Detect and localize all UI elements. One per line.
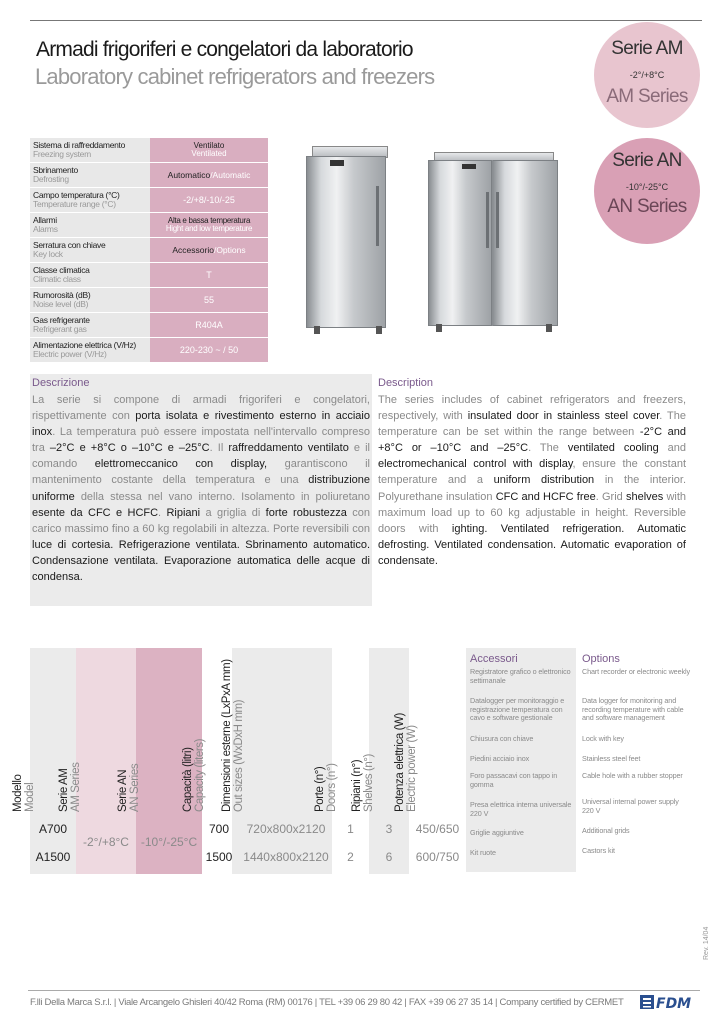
accessory-item: Datalogger per monitoraggio e registrazione temperatura con cavo e software gestionale [470, 696, 565, 723]
spec-label: Gas refrigerante [33, 315, 90, 325]
col-header-size-it: Dimensioni esterne (LxPxA mm) [221, 659, 233, 812]
spec-row [30, 188, 268, 212]
spec-label: Alimentazione elettrica (V/Hz) [33, 340, 136, 350]
spec-label-en: Alarms [33, 224, 58, 234]
description-run: uniform distribution [493, 474, 595, 487]
spec-row [30, 163, 268, 187]
fridge-single-door-image [306, 146, 392, 334]
description-run: CFC and HCFC free [495, 490, 596, 503]
description-run: . La temperatura può essere impostata nell'intervallo compreso tra [32, 426, 370, 455]
cell-capacity: 700 [208, 822, 230, 836]
col-header-doors-it: Porte (n°) [314, 766, 326, 812]
accessory-item: Registratore grafico o elettronico settimanale [470, 667, 571, 685]
cell-power: 600/750 [415, 850, 460, 864]
size-column-bg [232, 648, 332, 874]
col-header-size-en: Out sizes (WxDxH mm) [233, 699, 245, 812]
spec-row [30, 338, 268, 362]
spec-value: Automatico [167, 169, 211, 180]
spec-value: -2/+8/-10/-25 [183, 194, 235, 205]
page-subtitle: Laboratory cabinet refrigerators and freezers [35, 64, 435, 89]
description-run: . Il [209, 442, 229, 455]
col-header-power-it: Potenza elettrica (W) [394, 713, 406, 812]
description-run: a griglia di [200, 506, 266, 519]
description-run: . The [528, 442, 568, 455]
spec-label: Campo temperatura (°C) [33, 190, 120, 200]
description-heading-en: Description [378, 377, 434, 389]
description-run: della stessa nel vano interno. Isolamento in poliuretano [74, 490, 370, 503]
description-run: distribuzione uniforme [32, 474, 370, 503]
spec-row [30, 138, 268, 162]
spec-value: Ventilato [193, 141, 225, 150]
series-an-badge [594, 138, 700, 244]
spec-label-en: Freezing system [33, 149, 91, 159]
description-run: raffreddamento ventilato [228, 442, 349, 455]
fdm-logo-text: FDM [656, 996, 692, 1012]
description-run: . [158, 506, 167, 519]
col-header-model-en: Model [24, 782, 36, 812]
description-run: in the interior. Polyurethane insulation [378, 474, 687, 503]
spec-label-en: Refrigerant gas [33, 324, 87, 334]
description-heading-it: Descrizione [32, 377, 90, 389]
accessories-heading: Accessori [470, 653, 518, 665]
series-an-temp: -10°/-25°C [625, 182, 669, 192]
description-run: . Grid [595, 490, 626, 503]
description-run: with maximum load up to 60 kg adjustable in height. Reversible doors with [378, 490, 687, 535]
cell-model: A1500 [35, 850, 71, 864]
description-run: -2°C and +8°C or –10°C and –25°C [378, 426, 686, 455]
description-run: ighting. Ventilated refrigeration. Automatic defrosting. Ventilated condensation. Automatic evaporation of condensate. [378, 522, 686, 567]
col-header-doors-en: Doors (n°) [326, 763, 338, 812]
cell-doors: 1 [347, 822, 354, 836]
option-item: Lock with key [582, 734, 624, 743]
option-item: Stainless steel feet [582, 754, 641, 763]
page-title: Armadi frigoriferi e congelatori da laboratorio [36, 38, 413, 61]
option-item: Cable hole with a rubber stopper [582, 771, 683, 780]
spec-value-en: /Options [213, 244, 246, 255]
accessory-item: Foro passacavi con tappo in gomma [470, 771, 558, 789]
description-run: The series includes of cabinet refrigerators and freezers, respectively, with [378, 394, 686, 423]
spec-row [30, 238, 268, 262]
option-item: Additional grids [582, 826, 630, 835]
description-run: porta isolata e rivestimento esterno in acciaio inox [32, 410, 370, 439]
cell-model: A700 [38, 822, 68, 836]
col-header-power-en: Electric power (W) [406, 725, 418, 812]
description-run: ventilated cooling [567, 442, 659, 455]
spec-value-en: Hight and low temperature [165, 224, 253, 233]
spec-label: Allarmi [33, 215, 57, 225]
cell-capacity: 1500 [205, 850, 233, 864]
spec-value: 220-230 ~ / 50 [179, 344, 239, 355]
accessory-item: Griglie aggiuntive [470, 828, 524, 837]
top-rule [30, 20, 702, 21]
spec-label-en: Climatic class [33, 274, 81, 284]
options-heading: Options [582, 653, 620, 665]
cell-size: 1440x800x2120 [243, 850, 329, 864]
description-run: con carico massimo fino a 60 kg regolabili in altezza. Porte reversibili con [32, 506, 370, 535]
series-am-name-en: AM Series [606, 86, 688, 107]
description-run: La serie si compone di armadi frigoriferi e congelatori, rispettivamente con [32, 394, 370, 423]
col-header-an-en: AN Series [129, 763, 141, 812]
cell-doors: 2 [347, 850, 354, 864]
col-header-am-it: Serie AM [58, 768, 70, 812]
spec-label-en: Temperature range (°C) [33, 199, 116, 209]
spec-value: T [206, 269, 212, 280]
option-item: Chart recorder or electronic weekly [582, 667, 690, 676]
model-column-bg [30, 648, 76, 874]
spec-value-en: /Automatic [210, 169, 251, 180]
col-header-an-it: Serie AN [117, 769, 129, 812]
spec-row [30, 288, 268, 312]
description-run: . The temperature can be set within the range between [378, 410, 686, 439]
cell-shelves: 3 [385, 822, 393, 836]
spec-row [30, 213, 268, 237]
spec-value-en: Ventilated [191, 149, 227, 158]
series-am-temp: -2°/+8°C [629, 70, 665, 80]
spec-label-en: Electric power (V/Hz) [33, 349, 107, 359]
fridge-double-door-image [428, 152, 560, 334]
spec-row [30, 263, 268, 287]
description-run: e il comando [32, 442, 370, 471]
fdm-logo [640, 993, 702, 1013]
spec-label: Rumorosità (dB) [33, 290, 91, 300]
revision-label: Rev. 14/04 [703, 926, 710, 960]
col-header-capacity-en: Capacity (liters) [194, 738, 206, 812]
spec-value: Accessorio [172, 244, 214, 255]
option-item: Castors kit [582, 846, 615, 855]
spec-label: Serratura con chiave [33, 240, 106, 250]
option-item: Data logger for monitoring and recording temperature with cable and software management [582, 696, 684, 723]
description-run: luce di cortesia. Refrigerazione ventilata. Sbrinamento automatico. Condensazione ventilata. Evaporazione automatica delle acque di condensa. [32, 538, 370, 584]
spec-label-en: Noise level (dB) [33, 299, 89, 309]
series-am-name: Serie AM [611, 38, 683, 59]
description-run: garantiscono il mantenimento costante della temperatura e una [32, 458, 370, 487]
spec-label-en: Key lock [33, 249, 63, 259]
description-run: elettromeccanico con display, [94, 458, 268, 471]
description-run: Ripiani [166, 506, 201, 519]
option-item: Universal internal power supply 220 V [582, 797, 679, 815]
series-an-name-en: AN Series [607, 196, 687, 217]
footer-text: F.lli Della Marca S.r.l. | Viale Arcangelo Ghisleri 40/42 Roma (RM) 00176 | TEL +39 06 29 80 42 | FAX +39 06 27 35 14 | Company certified by CERMET [30, 997, 624, 1008]
cell-shelves: 6 [385, 850, 393, 864]
description-text-en [378, 392, 686, 569]
description-run: electromechanical control with display [378, 458, 573, 471]
footer-rule [28, 990, 700, 991]
col-header-capacity-it: Capacità (litri) [182, 747, 194, 812]
description-text-it [32, 392, 370, 585]
col-header-am-en: AM Series [70, 762, 82, 812]
accessory-item: Presa elettrica interna universale 220 V [470, 800, 572, 818]
spec-label: Sistema di raffreddamento [33, 140, 126, 150]
accessory-item: Chiusura con chiave [470, 734, 534, 743]
col-header-shelves-it: Ripiani (n°) [351, 759, 363, 812]
description-run: forte robustezza [265, 506, 347, 519]
description-run: esente da CFC e HCFC [32, 506, 159, 519]
description-run: –2°C e +8°C o –10°C e –25°C [49, 442, 210, 455]
spec-value: R404A [195, 319, 223, 330]
spec-label: Sbrinamento [33, 165, 78, 175]
spec-label: Classe climatica [33, 265, 90, 275]
cell-am-range: -2°/+8°C [83, 835, 129, 849]
spec-value: Alta e bassa temperatura [167, 216, 251, 225]
accessory-item: Kit ruote [470, 848, 496, 857]
spec-value: 55 [203, 294, 214, 305]
accessory-item: Piedini acciaio inox [470, 754, 530, 763]
spec-label-en: Defrosting [33, 174, 69, 184]
series-an-name: Serie AN [612, 150, 682, 171]
col-header-shelves-en: Shelves (n°) [363, 754, 375, 812]
spec-row [30, 313, 268, 337]
description-run: , ensure the constant temperature and a [378, 458, 686, 487]
description-run: and [658, 442, 686, 455]
cell-an-range: -10°/-25°C [140, 835, 198, 849]
description-run: shelves [625, 490, 664, 503]
col-header-model-it: Modello [12, 774, 24, 812]
cell-size: 720x800x2120 [246, 822, 326, 836]
description-run: insulated door in stainless steel cover [467, 410, 660, 423]
cell-power: 450/650 [415, 822, 460, 836]
series-am-badge [594, 22, 700, 128]
